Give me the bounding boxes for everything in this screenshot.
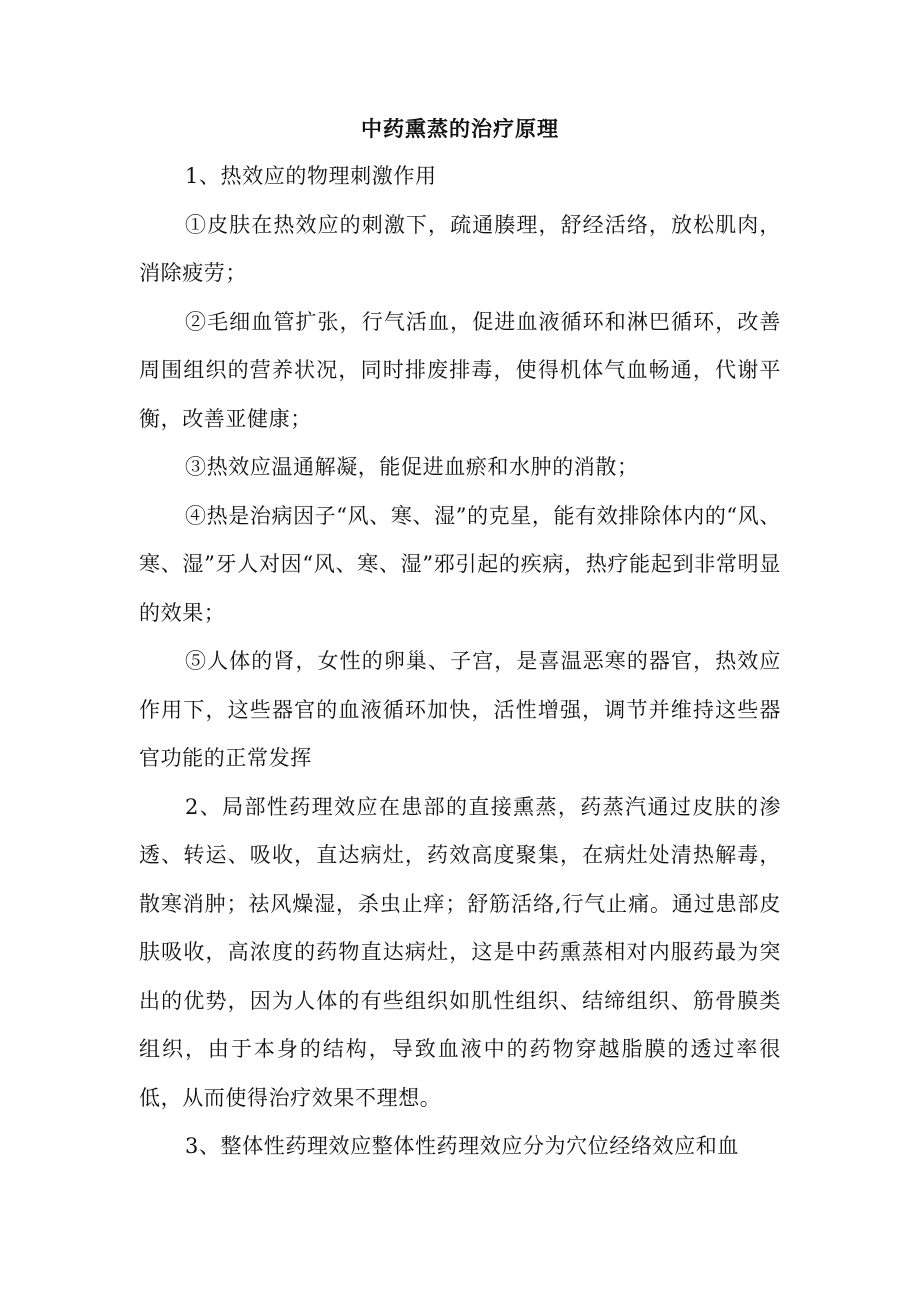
paragraph-item-2: ②毛细血管扩张，行气活血，促进血液循环和淋巴循环，改善周围组织的营养状况，同时排废排毒，使得机体气血畅通，代谢平衡，改善亚健康； xyxy=(139,309,781,431)
paragraph-section-3: 3、整体性药理效应整体性药理效应分为穴位经络效应和血 xyxy=(185,1134,739,1158)
paragraph-item-1: ①皮肤在热效应的刺激下，疏通腠理，舒经活络，放松肌肉，消除疲劳； xyxy=(139,212,781,285)
paragraph-section-2: 2、局部性药理效应在患部的直接熏蒸，药蒸汽通过皮肤的渗透、转运、吸收，直达病灶，药效高度聚集，在病灶处清热解毒，散寒消肿；祛风燥湿，杀虫止痒；舒筋活络,行气止痛。通过患部皮肤吸收，高浓度的药物直达病灶，这是中药熏蒸相对内服药最为突出的优势，因为人体的有些组织如肌性组织、结缔组织、筋骨膜类组织，由于本身的结构，导致血液中的药物穿越脂膜的透过率很低，从而使得治疗效果不理想。 xyxy=(139,794,781,1110)
paragraph-item-3: ③热效应温通解凝，能促进血瘀和水肿的消散； xyxy=(185,455,639,479)
paragraph-heading-1: 1、热效应的物理刺激作用 xyxy=(185,164,437,188)
document-body xyxy=(139,152,781,1171)
paragraph-item-5: ⑤人体的肾，女性的卵巢、子宫，是喜温恶寒的器官，热效应作用下，这些器官的血液循环加快，活性增强，调节并维持这些器官功能的正常发挥 xyxy=(139,649,781,770)
paragraph-item-4: ④热是治病因子“风、寒、湿”的克星，能有效排除体内的“风、寒、湿”牙人对因“风、寒、湿”邪引起的疾病，热疗能起到非常明显的效果； xyxy=(139,503,781,625)
document-title: 中药熏蒸的治疗原理 xyxy=(361,116,559,141)
